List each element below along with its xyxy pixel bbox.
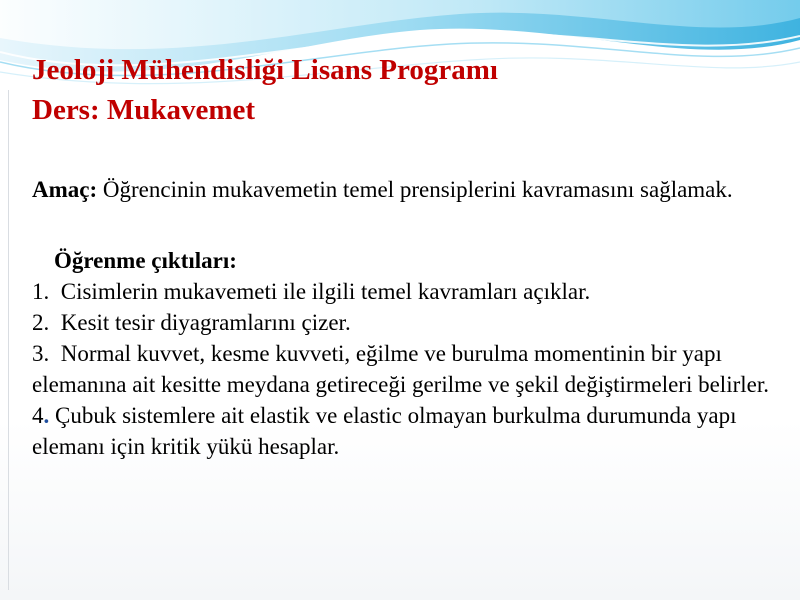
outcome-text: Cisimlerin mukavemeti ile ilgili temel kavramları açıklar. bbox=[49, 279, 591, 304]
left-margin-rule bbox=[8, 90, 9, 590]
outcome-item-1 bbox=[32, 276, 772, 307]
outcome-number: 1. bbox=[32, 279, 50, 304]
outcome-item-4 bbox=[32, 400, 772, 462]
outcomes-heading: Öğrenme çıktıları: bbox=[54, 248, 237, 273]
outcome-text: Normal kuvvet, kesme kuvveti, eğilme ve burulma momentinin bir yapı elemanına ait kesitte meydana getireceği gerilme ve şekil değiştirmeleri belirler. bbox=[32, 341, 769, 397]
outcome-number: 3. bbox=[32, 341, 50, 366]
outcome-text: Kesit tesir diyagramlarını çizer. bbox=[49, 310, 351, 335]
aim-paragraph bbox=[32, 174, 772, 205]
outcome-item-3 bbox=[32, 338, 772, 400]
outcome-number-digit: 4 bbox=[32, 403, 44, 428]
aim-label: Amaç: bbox=[32, 177, 98, 202]
outcome-number-dot: . bbox=[43, 403, 50, 428]
outcome-number: 2. bbox=[32, 310, 50, 335]
outcome-item-2 bbox=[32, 307, 772, 338]
aim-text: Öğrencinin mukavemetin temel prensiplerini kavramasını sağlamak. bbox=[97, 177, 733, 202]
title-line-course: Ders: Mukavemet bbox=[32, 94, 256, 126]
slide-title bbox=[32, 50, 498, 130]
title-line-program: Jeoloji Mühendisliği Lisans Programı bbox=[32, 54, 498, 86]
outcome-text: Çubuk sistemlere ait elastik ve elastic olmayan burkulma durumunda yapı elemanı için kritik yükü hesaplar. bbox=[32, 403, 737, 459]
slide-body bbox=[32, 174, 772, 462]
